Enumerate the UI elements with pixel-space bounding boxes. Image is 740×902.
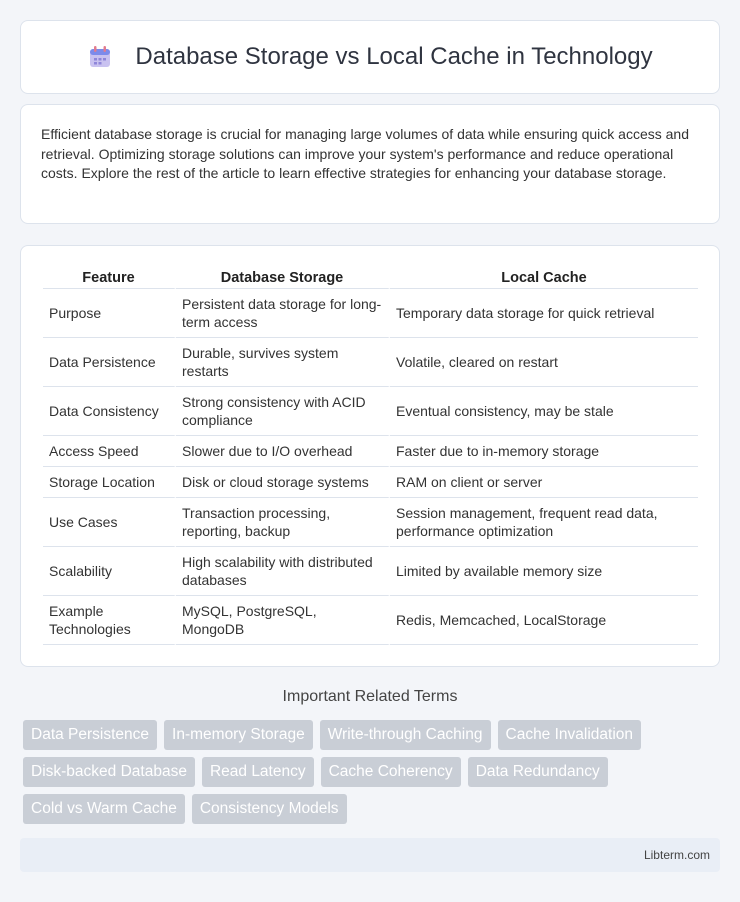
table-row <box>43 467 698 498</box>
table-row <box>43 289 698 338</box>
table-cell: Slower due to I/O overhead <box>176 436 390 467</box>
table-cell: Scalability <box>43 547 176 596</box>
term-tag[interactable]: Cache Coherency <box>321 757 461 787</box>
table-row <box>43 498 698 547</box>
table-header-row <box>43 264 698 289</box>
table-cell: Strong consistency with ACID compliance <box>176 387 390 436</box>
table-cell: RAM on client or server <box>390 467 698 498</box>
intro-text: Efficient database storage is crucial for managing large volumes of data while ensuring quick access and retrieval. Optimizing storage solutions can improve your system's performance and reduce operational costs. Explore the rest of the article to learn effective strategies for enhancing your database storage. <box>41 126 689 181</box>
table-row <box>43 436 698 467</box>
table-cell: Disk or cloud storage systems <box>176 467 390 498</box>
term-tag[interactable]: Disk-backed Database <box>23 757 195 787</box>
table-cell: MySQL, PostgreSQL, MongoDB <box>176 596 390 645</box>
term-tag[interactable]: Data Redundancy <box>468 757 608 787</box>
table-cell: Purpose <box>43 289 176 338</box>
table-cell: Faster due to in-memory storage <box>390 436 698 467</box>
footer-brand-link[interactable]: Libterm.com <box>643 848 710 862</box>
table-row <box>43 596 698 645</box>
table-cell: Data Consistency <box>43 387 176 436</box>
term-tag[interactable]: Write-through Caching <box>320 720 491 750</box>
table-cell: Storage Location <box>43 467 176 498</box>
footer <box>20 838 720 872</box>
term-tag[interactable]: Consistency Models <box>192 794 347 824</box>
table-row <box>43 547 698 596</box>
related-terms-title: Important Related Terms <box>282 688 458 705</box>
header-card <box>20 20 720 94</box>
term-tag[interactable]: Cache Invalidation <box>498 720 642 750</box>
table-cell: Persistent data storage for long-term access <box>176 289 390 338</box>
table-cell: Access Speed <box>43 436 176 467</box>
table-cell: Eventual consistency, may be stale <box>390 387 698 436</box>
table-row <box>43 338 698 387</box>
table-cell: Durable, survives system restarts <box>176 338 390 387</box>
table-cell: High scalability with distributed databases <box>176 547 390 596</box>
comparison-table-card <box>20 245 720 667</box>
column-header-database-storage: Database Storage <box>176 264 390 289</box>
table-cell: Temporary data storage for quick retrieval <box>390 289 698 338</box>
table-cell: Use Cases <box>43 498 176 547</box>
term-tag[interactable]: Cold vs Warm Cache <box>23 794 185 824</box>
table-cell: Transaction processing, reporting, backup <box>176 498 390 547</box>
intro-card <box>20 104 720 224</box>
table-cell: Limited by available memory size <box>390 547 698 596</box>
page-title: Database Storage vs Local Cache in Technology <box>135 43 653 70</box>
column-header-local-cache: Local Cache <box>390 264 698 289</box>
comparison-table <box>43 264 698 645</box>
term-tag[interactable]: Data Persistence <box>23 720 157 750</box>
table-cell: Volatile, cleared on restart <box>390 338 698 387</box>
table-cell: Redis, Memcached, LocalStorage <box>390 596 698 645</box>
table-row <box>43 387 698 436</box>
term-tag[interactable]: In-memory Storage <box>164 720 313 750</box>
calendar-icon <box>87 44 113 70</box>
term-tag[interactable]: Read Latency <box>202 757 314 787</box>
column-header-feature: Feature <box>43 264 176 289</box>
table-cell: Session management, frequent read data, performance optimization <box>390 498 698 547</box>
table-cell: Example Technologies <box>43 596 176 645</box>
table-cell: Data Persistence <box>43 338 176 387</box>
related-terms-list <box>23 720 723 831</box>
